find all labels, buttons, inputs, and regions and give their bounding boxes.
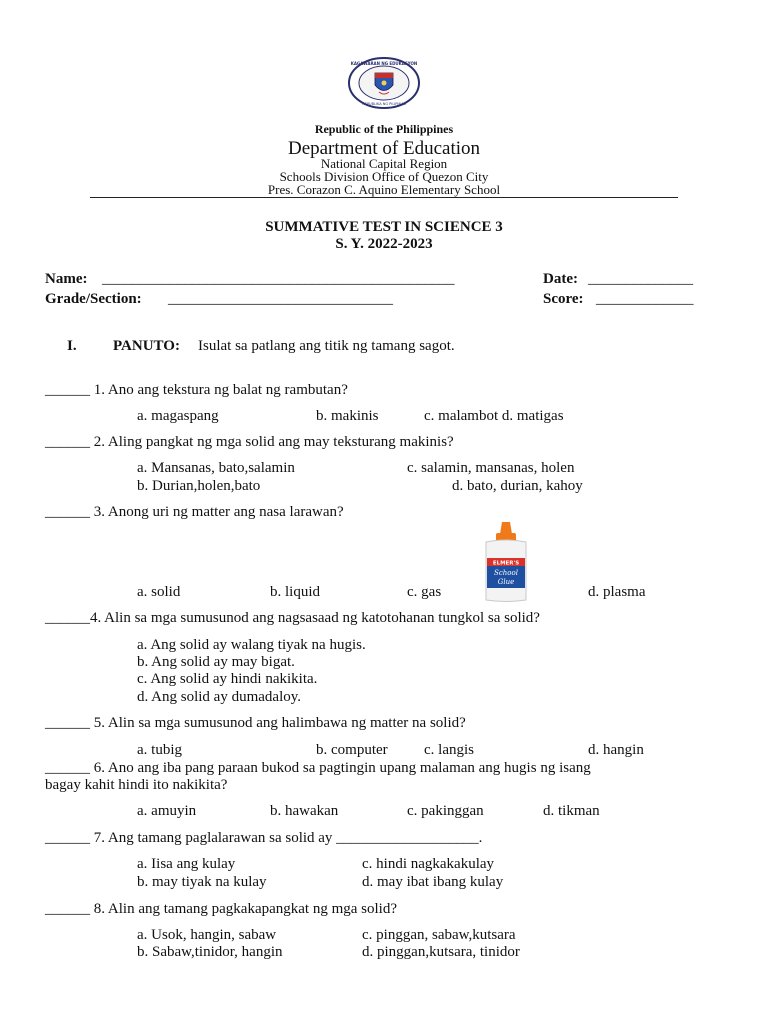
question-6-continued: bagay kahit hindi ito nakikita?: [45, 777, 228, 793]
instructions-text: Isulat sa patlang ang titik ng tamang sagot.: [198, 338, 455, 354]
q5-choice-a: a. tubig: [137, 742, 182, 758]
q7-choice-a: a. Iisa ang kulay: [137, 856, 236, 872]
q3-choice-c: c. gas: [407, 584, 442, 600]
question-3: ______ 3. Anong uri ng matter ang nasa larawan?: [45, 504, 344, 520]
instructions-label: PANUTO:: [113, 338, 180, 354]
q6-choice-c: c. pakinggan: [407, 803, 484, 819]
q1-choice-a: a. magaspang: [137, 408, 219, 424]
date-field[interactable]: ______________: [588, 271, 693, 287]
question-2: ______ 2. Aling pangkat ng mga solid ang may teksturang makinis?: [45, 434, 454, 450]
grade-section-field[interactable]: ______________________________: [168, 291, 393, 307]
q2-choice-a: a. Mansanas, bato,salamin: [137, 460, 295, 476]
question-8: ______ 8. Alin ang tamang pagkakapangkat ng mga solid?: [45, 901, 398, 917]
name-label: Name:: [45, 271, 88, 287]
q2-choice-d: d. bato, durian, kahoy: [452, 478, 583, 494]
q6-choice-d: d. tikman: [543, 803, 600, 819]
q4-choice-a: a. Ang solid ay walang tiyak na hugis.: [137, 637, 366, 653]
q2-choice-c: c. salamin, mansanas, holen: [407, 460, 575, 476]
q4-choice-c: c. Ang solid ay hindi nakikita.: [137, 671, 318, 687]
question-6: ______ 6. Ano ang iba pang paraan bukod sa pagtingin upang malaman ang hugis ng isang: [45, 760, 591, 776]
school-year: S. Y. 2022-2023: [335, 236, 433, 252]
date-label: Date:: [543, 271, 578, 287]
q5-choice-d: d. hangin: [588, 742, 644, 758]
q4-choice-d: d. Ang solid ay dumadaloy.: [137, 689, 302, 705]
q5-choice-b: b. computer: [316, 742, 388, 758]
q1-choice-b: b. makinis: [316, 408, 379, 424]
q7-choice-d: d. may ibat ibang kulay: [362, 874, 504, 890]
glue-brand: ELMER'S: [492, 560, 520, 567]
q7-choice-b: b. may tiyak na kulay: [137, 874, 267, 890]
division-text: Schools Division Office of Quezon City: [279, 169, 489, 184]
school-glue-bottle-icon: [474, 520, 538, 604]
q3-choice-b: b. liquid: [270, 584, 321, 600]
region-text: National Capital Region: [320, 156, 448, 171]
q4-choice-b: b. Ang solid ay may bigat.: [137, 654, 295, 670]
q6-choice-a: a. amuyin: [137, 803, 197, 819]
q8-choice-a: a. Usok, hangin, sabaw: [137, 927, 277, 943]
department-title: Department of Education: [287, 138, 481, 159]
q3-choice-a: a. solid: [137, 584, 181, 600]
header-divider: [90, 197, 678, 198]
question-7: ______ 7. Ang tamang paglalarawan sa solid ay ___________________.: [45, 830, 483, 846]
svg-text:REPUBLIKA NG PILIPINAS: REPUBLIKA NG PILIPINAS: [362, 102, 406, 106]
test-title: SUMMATIVE TEST IN SCIENCE 3: [265, 219, 503, 235]
q7-choice-c: c. hindi nagkakakulay: [362, 856, 495, 872]
glue-label-glue: Glue: [497, 578, 515, 586]
q3-choice-d: d. plasma: [588, 584, 646, 600]
question-1: ______ 1. Ano ang tekstura ng balat ng rambutan?: [45, 382, 348, 398]
q2-choice-b: b. Durian,holen,bato: [137, 478, 261, 494]
q8-choice-c: c. pinggan, sabaw,kutsara: [362, 927, 516, 943]
q8-choice-d: d. pinggan,kutsara, tinidor: [362, 944, 520, 960]
republic-text: Republic of the Philippines: [314, 122, 454, 136]
score-field[interactable]: _____________: [596, 291, 694, 307]
section-number: I.: [67, 338, 77, 354]
q5-choice-c: c. langis: [424, 742, 474, 758]
question-5: ______ 5. Alin sa mga sumusunod ang halimbawa ng matter na solid?: [45, 715, 466, 731]
school-text: Pres. Corazon C. Aquino Elementary School: [267, 182, 501, 197]
q6-choice-b: b. hawakan: [270, 803, 339, 819]
svg-text:KAGAWARAN NG EDUKASYON: KAGAWARAN NG EDUKASYON: [350, 61, 418, 66]
grade-section-label: Grade/Section:: [45, 291, 142, 307]
deped-seal-icon: [347, 56, 421, 110]
q8-choice-b: b. Sabaw,tinidor, hangin: [137, 944, 283, 960]
glue-label-school: School: [494, 569, 518, 577]
score-label: Score:: [543, 291, 584, 307]
q1-choice-cd: c. malambot d. matigas: [424, 408, 564, 424]
question-4: ______4. Alin sa mga sumusunod ang nagsasaad ng katotohanan tungkol sa solid?: [45, 610, 540, 626]
name-field[interactable]: _______________________________________________: [102, 271, 455, 287]
